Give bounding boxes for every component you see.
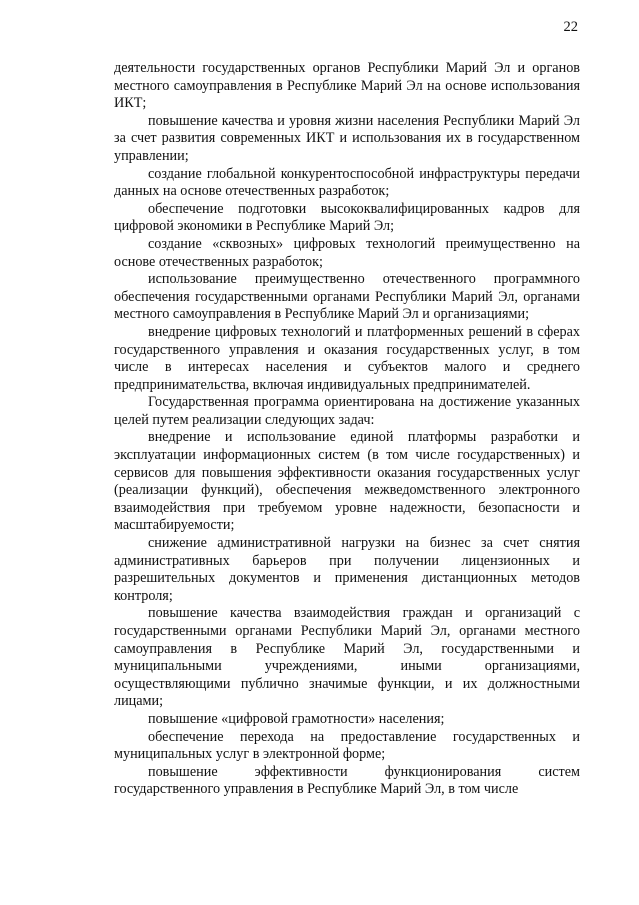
paragraph: создание глобальной конкурентоспособной инфраструктуры передачи данных на основе отечественных разработок; [114, 165, 580, 200]
paragraph: снижение административной нагрузки на бизнес за счет снятия административных барьеров при получении лицензионных и разрешительных документов и применения дистанционных методов контроля; [114, 535, 580, 604]
paragraph: повышение «цифровой грамотности» населения; [148, 710, 445, 727]
paragraph: повышение эффективности функционирования систем государственного управления в Республике Марий Эл, в том числе [114, 763, 580, 798]
page-number: 22 [563, 19, 578, 35]
paragraph: повышение качества и уровня жизни населения Республики Марий Эл за счет развития современных ИКТ и использования их в государственном управлении; [114, 112, 580, 164]
document-body [114, 60, 580, 799]
paragraph: обеспечение перехода на предоставление государственных и муниципальных услуг в электронной форме; [114, 728, 580, 763]
paragraph: Государственная программа ориентирована на достижение указанных целей путем реализации следующих задач: [114, 394, 580, 428]
paragraph: создание «сквозных» цифровых технологий преимущественно на основе отечественных разработок; [114, 235, 580, 270]
paragraph-continuation: деятельности государственных органов Республики Марий Эл и органов местного самоуправления в Республике Марий Эл на основе использования ИКТ; [114, 60, 580, 112]
paragraph: использование преимущественно отечественного программного обеспечения государственными органами Республики Марий Эл, органами местного самоуправления в Республике Марий Эл и организациями; [114, 271, 580, 323]
paragraph: обеспечение подготовки высококвалифицированных кадров для цифровой экономики в Республике Марий Эл; [114, 200, 580, 235]
paragraph: внедрение цифровых технологий и платформенных решений в сферах государственного управления и оказания государственных услуг, в том числе в интересах населения и субъектов малого и среднего предпринимательства, включая индивидуальных предпринимателей. [114, 323, 580, 393]
paragraph: внедрение и использование единой платформы разработки и эксплуатации информационных систем (в том числе государственных) и сервисов для повышения эффективности оказания государственных услуг (реализации функций), обеспечения межведомственного электронного взаимодействия при требуемом уровне надежности, безопасности и масштабируемости; [114, 429, 580, 534]
paragraph: повышение качества взаимодействия граждан и организаций с государственными органами Республики Марий Эл, органами местного самоуправления в Республике Марий Эл, государственными и муниципальными учреждениями, иными организациями, осуществляющими публично значимые функции, и их должностными лицами; [114, 605, 580, 710]
